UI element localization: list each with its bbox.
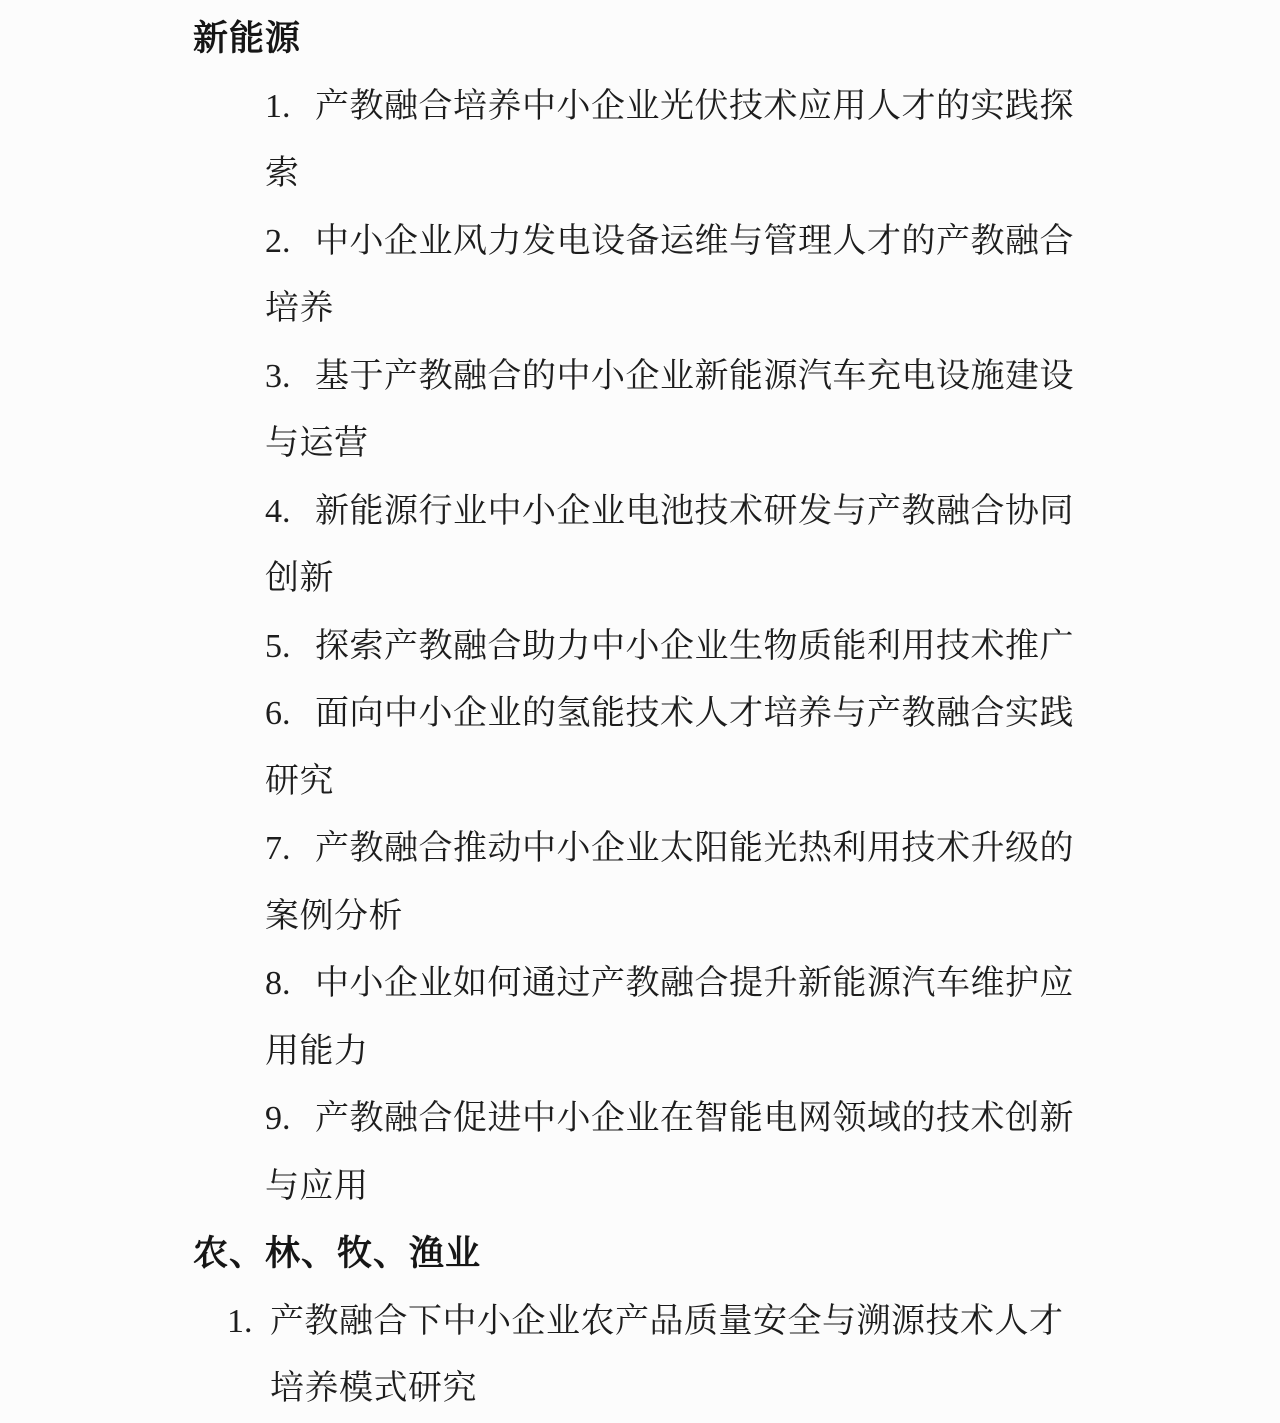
item-text: 基于产教融合的中小企业新能源汽车充电设施建设与运营	[265, 357, 1074, 462]
list-item	[265, 950, 1085, 1085]
item-text: 中小企业风力发电设备运维与管理人才的产教融合培养	[265, 222, 1074, 327]
item-text: 面向中小企业的氢能技术人才培养与产教融合实践研究	[265, 695, 1074, 800]
list-item	[265, 613, 1085, 681]
list-item	[265, 478, 1085, 613]
item-number: 1.	[227, 1302, 253, 1340]
list-item	[227, 1288, 1077, 1423]
list-item	[265, 343, 1085, 478]
item-number: 1.	[265, 87, 291, 125]
item-number: 4.	[265, 492, 291, 530]
list-item	[265, 208, 1085, 343]
topic-list-new-energy	[265, 73, 1085, 1221]
list-item	[265, 73, 1085, 208]
item-text: 产教融合推动中小企业太阳能光热利用技术升级的案例分析	[265, 830, 1074, 935]
list-item	[265, 815, 1085, 950]
item-number: 7.	[265, 830, 291, 867]
section-new-energy	[0, 5, 1280, 1220]
item-text: 新能源行业中小企业电池技术研发与产教融合协同创新	[265, 492, 1074, 597]
topic-list-agriculture	[227, 1288, 1077, 1423]
item-number: 6.	[265, 695, 291, 732]
item-number: 5.	[265, 627, 291, 665]
list-item	[265, 680, 1085, 815]
item-text: 产教融合促进中小企业在智能电网领域的技术创新与应用	[265, 1100, 1074, 1205]
section-heading-agriculture: 农、林、牧、渔业	[193, 1234, 482, 1273]
section-agriculture-forestry-husbandry-fishery	[0, 1220, 1280, 1423]
item-text: 产教融合培养中小企业光伏技术应用人才的实践探索	[265, 87, 1074, 192]
item-number: 2.	[265, 222, 291, 260]
item-number: 3.	[265, 357, 291, 395]
item-text: 产教融合下中小企业农产品质量安全与溯源技术人才培养模式研究	[270, 1302, 1064, 1407]
item-number: 8.	[265, 965, 291, 1002]
item-text: 中小企业如何通过产教融合提升新能源汽车维护应用能力	[265, 965, 1074, 1070]
section-heading-new-energy: 新能源	[193, 19, 302, 58]
item-text: 探索产教融合助力中小企业生物质能利用技术推广	[315, 627, 1074, 665]
item-number: 9.	[265, 1100, 291, 1137]
list-item	[265, 1085, 1085, 1220]
